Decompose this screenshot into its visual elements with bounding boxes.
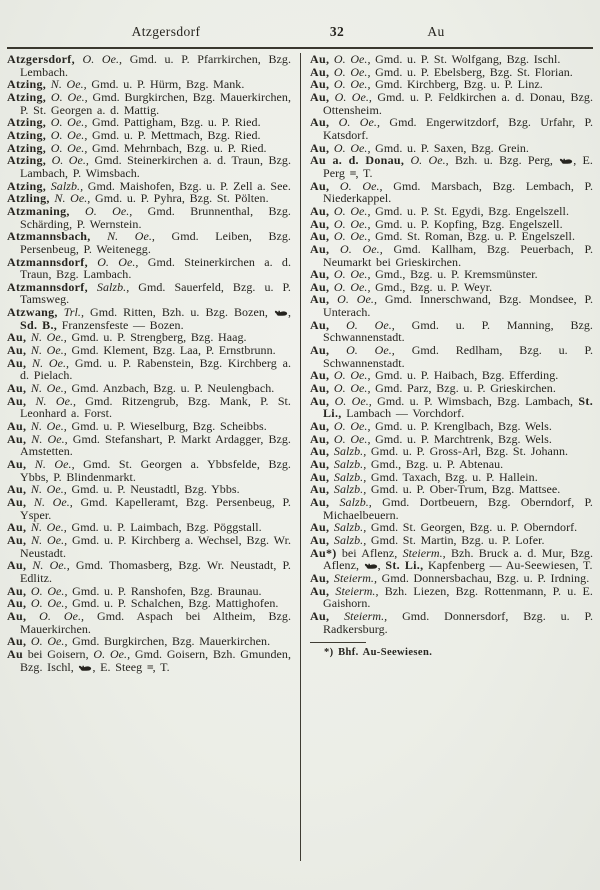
- crownland-abbrev: O. Oe.,: [46, 127, 88, 142]
- crownland-abbrev: Salzb.,: [46, 178, 84, 193]
- crownland-abbrev: N. Oe.,: [26, 532, 68, 547]
- entry-headword: Au,: [7, 431, 27, 446]
- entry-text: Gmd. St. Georgen a. Ybbsfelde, Bzg. Ybbs, P. Blindenmarkt.: [20, 457, 291, 484]
- entry-headword: Au,: [310, 267, 330, 282]
- crownland-abbrev: Salzb.,: [329, 520, 367, 535]
- entry-headword: Au,: [310, 532, 330, 547]
- entry-text: Gmd. u. P. St. Wolfgang, Bzg. Ischl.: [370, 52, 561, 66]
- crownland-abbrev: Salzb.,: [329, 532, 367, 547]
- crownland-abbrev: N. Oe.,: [26, 419, 67, 434]
- crownland-abbrev: Salzb.,: [329, 482, 367, 497]
- crownland-abbrev: O. Oe.,: [69, 203, 133, 218]
- entry-headword: Atzmannsdorf,: [7, 254, 88, 269]
- entry-headword: Au,: [310, 570, 330, 585]
- entry-text: Lambach — Vorchdorf.: [341, 406, 465, 421]
- header-rule: [7, 47, 593, 49]
- entry-headword: Atzling,: [7, 191, 50, 206]
- entry-text: Gmd. u. P. Kopfing, Bzg. Engelszell.: [370, 216, 563, 231]
- entry-headword: Au,: [310, 178, 330, 193]
- steamship-icon: [78, 664, 92, 672]
- entry-text: bei Goisern,: [22, 646, 89, 661]
- gazetteer-entry: [310, 319, 593, 344]
- entry-headword: Au,: [7, 608, 27, 623]
- steamship-icon: [559, 157, 573, 165]
- entry-headword: Au,: [310, 482, 330, 497]
- crownland-abbrev: N. Oe.,: [26, 494, 73, 509]
- entry-text: Gmd. Maishofen, Bzg. u. P. Zell a. See.: [83, 178, 291, 193]
- entry-headword: Au,: [310, 393, 330, 408]
- entry-headword: Au,: [7, 482, 27, 497]
- entry-text: Kapfenberg — Au-Seewiesen, T.: [423, 558, 593, 573]
- entry-text: Gmd. Steinerkirchen a. d. Traun, Bzg. Lambach.: [20, 254, 292, 282]
- entry-text: Gmd. u. P. Haibach, Bzg. Efferding.: [370, 368, 559, 383]
- entry-text: Gmd. Thomasberg, Bzg. Wr. Neustadt, P. Edlitz.: [20, 558, 291, 585]
- entry-headword: Au,: [7, 494, 27, 509]
- gazetteer-entry: [7, 256, 291, 281]
- entry-headword: Au,: [7, 520, 27, 535]
- entry-text: Gmd., Bzg. u. P. Abtenau.: [366, 457, 504, 471]
- gazetteer-entry: [310, 154, 593, 179]
- entry-headword: Au,: [7, 330, 27, 345]
- entry-text: Gmd. u. P. Gross-Arl, Bzg. St. Johann.: [366, 444, 569, 459]
- entry-text: Gmd. u. P. Manning, Bzg. Schwannenstadt.: [323, 317, 593, 345]
- running-head: [0, 24, 600, 44]
- crownland-abbrev: O. Oe.,: [88, 646, 131, 661]
- crownland-abbrev: O. Oe.,: [329, 381, 371, 396]
- crownland-abbrev: Steierm.,: [397, 545, 446, 560]
- entry-text: Gmd. Engerwitzdorf, Bzg. Urfahr, P. Katsdorf.: [323, 115, 593, 142]
- entry-text: Gmd. u. P. Feldkirchen a. d. Donau, Bzg. Ottensheim.: [323, 89, 593, 117]
- crownland-abbrev: N. Oe.,: [26, 558, 70, 573]
- crownland-abbrev: O. Oe.,: [87, 254, 139, 269]
- crownland-abbrev: N. Oe.,: [26, 381, 67, 396]
- crownland-abbrev: N. Oe.,: [26, 355, 70, 370]
- crownland-abbrev: O. Oe.,: [329, 229, 371, 244]
- steamship-icon: [274, 309, 288, 317]
- entry-text: Gmd., Bzg. u. P. Weyr.: [370, 279, 493, 294]
- crownland-abbrev: O. Oe.,: [329, 115, 380, 130]
- entry-text: Bzh. Bruck a. d. Mur, Bzg. Aflenz,: [323, 545, 593, 573]
- entry-text: Gmd. Redlham, Bzg. u. P. Schwannenstadt.: [323, 343, 594, 370]
- entry-text: Gmd. Steinerkirchen a. d. Traun, Bzg. Lambach, P. Wimsbach.: [20, 153, 291, 180]
- entry-text: Gmd. u. P. Marchtrenk, Bzg. Wels.: [370, 431, 552, 446]
- crownland-abbrev: O. Oe.,: [329, 317, 395, 332]
- crownland-abbrev: Salzb.,: [87, 279, 130, 294]
- crownland-abbrev: O. Oe.,: [329, 419, 371, 434]
- gazetteer-entry: [310, 293, 593, 318]
- entry-headword: Au,: [310, 64, 330, 79]
- gazetteer-entry: [310, 91, 593, 116]
- entry-text: Gmd. u. P. Laimbach, Bzg. Pöggstall.: [66, 520, 262, 535]
- entry-headword: Au,: [310, 444, 330, 459]
- crownland-abbrev: N. Oe.,: [46, 77, 87, 92]
- entry-headword: St. Li.,: [385, 558, 424, 573]
- entry-headword: Au,: [310, 469, 330, 484]
- entry-text: Gmd. Kirchberg, Bzg. u. P. Linz.: [370, 77, 543, 92]
- entry-text: Gmd. Innerschwand, Bzg. Mondsee, P. Unterach.: [323, 292, 593, 320]
- gazetteer-entry: [310, 116, 593, 141]
- entry-headword: Au,: [310, 279, 330, 294]
- gazetteer-entry: [7, 395, 291, 420]
- entry-headword: Au,: [7, 596, 27, 611]
- entry-text: Gmd. u. P. Neustadtl, Bzg. Ybbs.: [66, 482, 240, 497]
- gazetteer-entry: [310, 610, 593, 635]
- entry-text: Gmd. Dortbeuern, Bzg. Oberndorf, P. Michaelbeuern.: [323, 494, 593, 522]
- entry-headword: Au,: [310, 494, 330, 509]
- entry-headword: Au,: [7, 419, 27, 434]
- entry-text: ,: [287, 305, 291, 320]
- entry-text: , T.: [355, 165, 373, 180]
- crownland-abbrev: O. Oe.,: [329, 178, 383, 193]
- entry-headword: Atzwang,: [7, 305, 58, 320]
- entry-headword: Au,: [310, 203, 330, 218]
- entry-headword: Au,: [310, 115, 330, 130]
- gazetteer-entry: [310, 243, 593, 268]
- entry-headword: Atzing,: [7, 89, 47, 104]
- entry-text: bei Aflenz,: [336, 545, 398, 560]
- gazetteer-entry: [310, 547, 593, 572]
- crownland-abbrev: O. Oe.,: [329, 241, 383, 256]
- crownland-abbrev: O. Oe.,: [329, 292, 377, 307]
- entry-text: Gmd. u. P. Schalchen, Bzg. Mattighofen.: [67, 596, 279, 611]
- entry-text: Gmd. u. P. Wimsbach, Bzg. Lambach,: [371, 393, 579, 408]
- entry-text: , T.: [152, 659, 170, 674]
- entry-headword: Au,: [7, 532, 27, 547]
- gazetteer-entry: [310, 395, 593, 420]
- crownland-abbrev: N. Oe.,: [49, 191, 91, 206]
- crownland-abbrev: N. Oe.,: [26, 457, 75, 471]
- entry-headword: Au,: [7, 634, 27, 649]
- crownland-abbrev: O. Oe.,: [404, 153, 449, 168]
- crownland-abbrev: O. Oe.,: [329, 52, 371, 66]
- crownland-abbrev: O. Oe.,: [74, 52, 123, 66]
- entry-text: Gmd. u. P. St. Egydi, Bzg. Engelszell.: [370, 203, 569, 218]
- entry-headword: Au,: [7, 457, 27, 471]
- entry-text: Gmd. Donnersbachau, Bzg. u. P. Irdning.: [377, 570, 590, 585]
- gazetteer-entry: [310, 585, 593, 610]
- crownland-abbrev: O. Oe.,: [329, 368, 371, 383]
- crownland-abbrev: O. Oe.,: [329, 279, 371, 294]
- entry-text: Gmd. Ritten, Bzh. u. Bzg. Bozen,: [84, 305, 274, 320]
- entry-headword: Au,: [310, 381, 330, 396]
- entry-text: Gmd. u. P. Rabenstein, Bzg. Kirchberg a. d. Pielach.: [20, 355, 291, 383]
- entry-text: Franzensfeste — Bozen.: [57, 317, 184, 332]
- entry-text: Gmd. Marsbach, Bzg. Lembach, P. Niederkappel.: [323, 178, 594, 206]
- crownland-abbrev: O. Oe.,: [329, 343, 395, 358]
- entry-text: ,: [377, 558, 386, 573]
- entry-text: , E. Perg: [323, 153, 593, 180]
- entry-headword: Au,: [310, 368, 330, 383]
- crownland-abbrev: O. Oe.,: [46, 89, 88, 104]
- entry-text: Gmd. Goisern, Bzh. Gmunden, Bzg. Ischl,: [20, 646, 291, 674]
- gazetteer-entry: [7, 559, 291, 584]
- column-left: [7, 53, 300, 861]
- entry-text: Gmd. Brunnenthal, Bzg. Schärding, P. Wernstein.: [20, 203, 291, 231]
- entry-text: Gmd. u. P. Hürm, Bzg. Mank.: [86, 77, 245, 92]
- entry-headword: Au,: [7, 558, 27, 573]
- gazetteer-entry: [7, 496, 291, 521]
- crownland-abbrev: O. Oe.,: [329, 216, 371, 231]
- crownland-abbrev: Steierm.,: [329, 608, 388, 623]
- rail-halt-symbol: =: [349, 165, 356, 180]
- crownland-abbrev: O. Oe.,: [46, 115, 88, 130]
- crownland-abbrev: N. Oe.,: [26, 482, 67, 497]
- entry-headword: Au,: [7, 583, 27, 598]
- entry-text: Gmd. u. P. Wieselburg, Bzg. Scheibbs.: [66, 419, 267, 434]
- crownland-abbrev: O. Oe.,: [26, 596, 68, 611]
- crownland-abbrev: O. Oe.,: [329, 89, 372, 104]
- entry-headword: Atzing,: [7, 127, 47, 142]
- entry-text: Gmd. Pattigham, Bzg. u. P. Ried.: [87, 115, 261, 130]
- gazetteer-entry: [7, 534, 291, 559]
- entry-text: Gmd., Bzg. u. P. Kremsmünster.: [370, 267, 538, 282]
- entry-text: Gmd. Aspach bei Altheim, Bzg. Mauerkirchen.: [20, 608, 292, 636]
- entry-text: Gmd. St. Martin, Bzg. u. P. Lofer.: [366, 532, 545, 547]
- gazetteer-entry: [310, 180, 593, 205]
- gazetteer-entry: [310, 344, 593, 369]
- crownland-abbrev: Steierm.,: [329, 570, 378, 585]
- entry-headword: Au,: [310, 583, 330, 598]
- entry-headword: Au,: [310, 431, 330, 446]
- crownland-abbrev: Salzb.,: [329, 469, 367, 484]
- crownland-abbrev: O. Oe.,: [329, 267, 371, 282]
- entry-headword: Au,: [310, 419, 330, 434]
- steamship-icon: [364, 562, 378, 570]
- entry-text: Bzh. u. Bzg. Perg,: [448, 153, 560, 168]
- entry-text: Gmd. Klement, Bzg. Laa, P. Ernstbrunn.: [66, 343, 276, 358]
- gazetteer-entry: [7, 230, 291, 255]
- entry-headword: Au,: [310, 229, 330, 244]
- crownland-abbrev: O. Oe.,: [329, 203, 371, 218]
- entry-text: Gmd. u. P. Kirchberg a. Wechsel, Bzg. Wr. Neustadt.: [20, 532, 291, 560]
- entry-text: Gmd. Kapelleramt, Bzg. Persenbeug, P. Ysper.: [20, 494, 291, 522]
- crownland-abbrev: O. Oe.,: [329, 393, 372, 408]
- rail-halt-symbol: =: [146, 659, 153, 674]
- gazetteer-entry: [310, 496, 593, 521]
- entry-headword: Au,: [310, 77, 330, 92]
- entry-text: Gmd. Taxach, Bzg. u. P. Hallein.: [366, 469, 538, 484]
- entry-headword: Au,: [310, 241, 330, 256]
- gazetteer-entry: [7, 53, 291, 78]
- entry-text: Gmd. u. P. Ranshofen, Bzg. Braunau.: [67, 583, 262, 598]
- entry-headword: Au,: [7, 393, 27, 408]
- entry-text: Gmd. u. P. Ober-Trum, Bzg. Mattsee.: [366, 482, 561, 497]
- crownland-abbrev: O. Oe.,: [329, 77, 371, 92]
- crownland-abbrev: O. Oe.,: [26, 634, 68, 649]
- entry-text: Gmd. Ritzengrub, Bzg. Mank, P. St. Leonhard a. Forst.: [20, 393, 291, 421]
- entry-text: Gmd. u. P. Ebelsberg, Bzg. St. Florian.: [370, 64, 573, 79]
- entry-text: Gmd. u. P. Pfarrkirchen, Bzg. Lembach.: [20, 52, 291, 79]
- entry-headword: Atzing,: [7, 77, 47, 92]
- crownland-abbrev: O. Oe.,: [329, 431, 371, 446]
- crownland-abbrev: N. Oe.,: [26, 520, 67, 535]
- entry-text: Gmd. Parz, Bzg. u. P. Grieskirchen.: [370, 381, 556, 396]
- footnote-rule: [310, 642, 366, 643]
- entry-text: Bzh. Liezen, Bzg. Rottenmann, P. u. E. Gaishorn.: [323, 583, 593, 611]
- crownland-abbrev: N. Oe.,: [26, 343, 67, 358]
- entry-text: Gmd. Kallham, Bzg. Peuerbach, P. Neumarkt bei Grieskirchen.: [323, 241, 593, 269]
- running-head-right-word: Au: [427, 24, 445, 39]
- entry-headword: Au,: [310, 216, 330, 231]
- entry-headword: Au a. d. Donau,: [310, 153, 405, 168]
- two-column-body: [7, 53, 593, 861]
- gazetteer-entry: [7, 610, 291, 635]
- entry-headword: Au,: [310, 52, 330, 66]
- crownland-abbrev: O. Oe.,: [46, 140, 88, 155]
- crownland-abbrev: N. Oe.,: [26, 431, 68, 446]
- entry-headword: Atzgersdorf,: [7, 52, 75, 66]
- crownland-abbrev: O. Oe.,: [26, 608, 85, 623]
- entry-headword: Au,: [7, 355, 27, 370]
- entry-text: Gmd. Burgkirchen, Bzg. Mauerkirchen, P. St. Georgen a. d. Mattig.: [20, 89, 291, 117]
- entry-headword: Au,: [310, 608, 330, 623]
- gazetteer-entry: [7, 648, 291, 673]
- entry-headword: Atzing,: [7, 115, 47, 130]
- entry-text: Gmd. Mehrnbach, Bzg. u. P. Ried.: [87, 140, 267, 155]
- entry-headword: Atzmannsbach,: [7, 229, 91, 244]
- entry-text: , E. Steeg: [92, 659, 147, 674]
- entry-text: Gmd. u. P. Krenglbach, Bzg. Wels.: [370, 419, 552, 434]
- entry-headword: Au,: [7, 381, 27, 396]
- entry-headword: Au,: [310, 520, 330, 535]
- crownland-abbrev: Salzb.,: [329, 444, 367, 459]
- crownland-abbrev: N. Oe.,: [26, 393, 77, 408]
- gazetteer-entry: [7, 306, 291, 331]
- entry-headword: Atzmaning,: [7, 203, 70, 218]
- crownland-abbrev: N. Oe.,: [26, 330, 67, 345]
- crownland-abbrev: Trl.,: [57, 305, 84, 320]
- entry-headword: Atzing,: [7, 140, 47, 155]
- crownland-abbrev: Steierm.,: [329, 583, 379, 598]
- entry-text: Gmd. Donnersdorf, Bzg. u. P. Radkersburg.: [323, 608, 593, 636]
- crownland-abbrev: Salzb.,: [329, 457, 367, 471]
- entry-text: Gmd. u. P. Strengberg, Bzg. Haag.: [66, 330, 247, 345]
- entry-text: Gmd. u. P. Pyhra, Bzg. St. Pölten.: [90, 191, 269, 206]
- crownland-abbrev: O. Oe.,: [329, 64, 371, 79]
- column-right: [300, 53, 593, 861]
- gazetteer-entry: [7, 433, 291, 458]
- entry-headword: Atzmannsdorf,: [7, 279, 88, 294]
- entry-headword: Au,: [310, 89, 330, 104]
- entry-headword: Au: [7, 646, 23, 661]
- gazetteer-entry: [7, 154, 291, 179]
- footnote: [310, 642, 593, 658]
- entry-headword: Au,: [310, 457, 330, 471]
- entry-headword: St. Li.,: [323, 393, 593, 421]
- entry-text: Gmd. Burgkirchen, Bzg. Mauerkirchen.: [67, 634, 271, 649]
- entry-headword: Au*): [310, 545, 337, 560]
- entry-text: Gmd. Stefanshart, P. Markt Ardagger, Bzg. Amstetten.: [20, 431, 291, 459]
- entry-text: Gmd. Leiben, Bzg. Persenbeug, P. Weitenegg.: [20, 229, 291, 256]
- entry-headword: Au,: [310, 292, 330, 307]
- crownland-abbrev: Salzb.,: [329, 494, 372, 509]
- gazetteer-entry: [7, 458, 291, 483]
- entry-headword: Atzing,: [7, 153, 47, 168]
- entry-text: Gmd. St. Georgen, Bzg. u. P. Oberndorf.: [366, 520, 578, 535]
- entry-text: Gmd. Anzbach, Bzg. u. P. Neulengbach.: [66, 381, 275, 396]
- gazetteer-entry: [7, 281, 291, 306]
- entry-headword: Au,: [310, 317, 330, 332]
- entry-headword: Au,: [310, 140, 330, 155]
- entry-text: Gmd. u. P. Saxen, Bzg. Grein.: [370, 140, 529, 155]
- entry-text: Gmd. u. P. Mettmach, Bzg. Ried.: [87, 127, 261, 142]
- crownland-abbrev: O. Oe.,: [46, 153, 89, 168]
- crownland-abbrev: N. Oe.,: [90, 229, 155, 244]
- gazetteer-entry: [7, 205, 291, 230]
- crownland-abbrev: O. Oe.,: [329, 140, 371, 155]
- gazetteer-entry: [7, 91, 291, 116]
- gazetteer-entry: [7, 357, 291, 382]
- entry-text: Gmd. St. Roman, Bzg. u. P. Engelszell.: [370, 229, 575, 244]
- page-number: 32: [329, 24, 345, 39]
- entry-headword: Atzing,: [7, 178, 47, 193]
- footnote-text: *) Bhf. Au-Seewiesen.: [324, 647, 433, 659]
- entry-headword: Au,: [7, 343, 27, 358]
- entry-headword: Au,: [310, 343, 330, 358]
- crownland-abbrev: O. Oe.,: [26, 583, 68, 598]
- running-head-left-word: Atzgersdorf: [131, 24, 201, 39]
- entry-headword: Sd. B.,: [20, 317, 58, 332]
- entry-text: Gmd. Sauerfeld, Bzg. u. P. Tamsweg.: [20, 279, 291, 307]
